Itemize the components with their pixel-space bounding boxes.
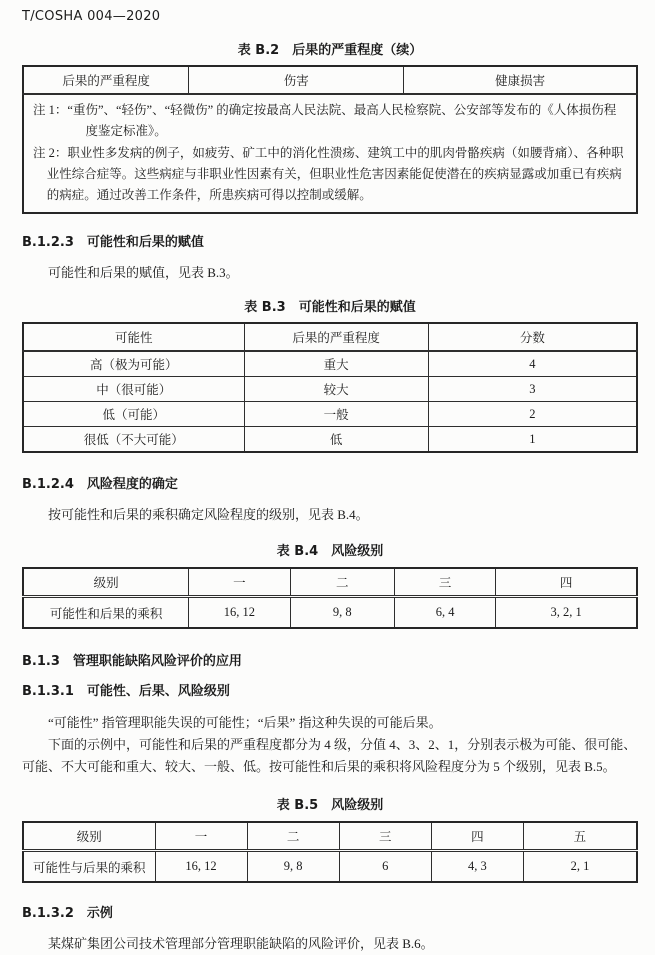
table-b3-cell: 4 (428, 351, 637, 377)
table-b5-title: 表 B.5 风险级别 (276, 798, 384, 813)
table-b3-header-severity: 后果的严重程度 (244, 323, 428, 351)
table-b4-header-2: 二 (290, 568, 394, 597)
paragraph-b123: 可能性和后果的赋值，见表 B.3。 (48, 265, 239, 280)
table-b3-header-likelihood: 可能性 (23, 323, 244, 351)
table-b3-cell: 很低（不大可能） (23, 427, 244, 453)
table-b5-value: 4, 3 (431, 851, 523, 883)
table-b2-header-row (23, 66, 637, 94)
table-b2-note-1 (33, 100, 627, 142)
heading-b131: B.1.3.1 可能性、后果、风险级别 (22, 684, 230, 699)
table-b4-title: 表 B.4 风险级别 (276, 544, 384, 559)
table-b3-header-score: 分数 (428, 323, 637, 351)
paragraph-b132: 某煤矿集团公司技术管理部分管理职能缺陷的风险评价，见表 B.6。 (48, 936, 434, 951)
table-b3 (22, 322, 638, 453)
table-b3-cell: 3 (428, 377, 637, 402)
table-b5 (22, 821, 638, 883)
paragraph-b124: 按可能性和后果的乘积确定风险程度的级别，见表 B.4。 (48, 507, 369, 522)
table-b4-value: 6, 4 (394, 597, 495, 629)
table-b4-value: 3, 2, 1 (496, 597, 637, 629)
table-b3-cell: 中（很可能） (23, 377, 244, 402)
table-b5-value: 16, 12 (155, 851, 247, 883)
heading-b132: B.1.3.2 示例 (22, 906, 113, 921)
table-b5-header-2: 二 (247, 822, 339, 851)
table-b2-notes-row (23, 94, 637, 213)
document-code: T/COSHA 004—2020 (22, 9, 161, 24)
table-b5-header-level: 级别 (23, 822, 155, 851)
heading-b124: B.1.2.4 风险程度的确定 (22, 477, 178, 492)
table-b4-header-3: 三 (394, 568, 495, 597)
note-2-text: 职业性多发病的例子，如疲劳、矿工中的消化性溃疡、建筑工中的肌肉骨骼疾病（如腰背痛）、各种职业性综合症等。这些病症与非职业性因素有关，但职业性危害因素能促使潜在的疾病显露或加重已有疾病的病症。通过改善工作条件，所患疾病可得以控制或缓解。 (46, 146, 624, 202)
table-b4-header-row (23, 568, 637, 597)
table-row (23, 351, 637, 377)
table-b2-notes-cell (23, 94, 637, 213)
table-b2-header-injury: 伤害 (189, 66, 404, 94)
table-b2-note-2 (33, 143, 627, 206)
table-b4-value: 16, 12 (189, 597, 290, 629)
table-row (23, 851, 637, 883)
table-b5-header-5: 五 (523, 822, 637, 851)
table-b3-cell: 低（可能） (23, 402, 244, 427)
table-b4-value: 9, 8 (290, 597, 394, 629)
table-b5-value: 2, 1 (523, 851, 637, 883)
table-b3-header-row (23, 323, 637, 351)
table-b3-cell: 重大 (244, 351, 428, 377)
table-row (23, 597, 637, 629)
table-b3-cell: 一般 (244, 402, 428, 427)
paragraph-b131-2: 下面的示例中，可能性和后果的严重程度都分为 4 级，分值 4、3、2、1，分别表示极为可能、很可能、可能、不大可能和重大、较大、一般、低。按可能性和后果的乘积将风险程度分为 5 个级别，见表 B.5。 (22, 737, 637, 774)
paragraph-b131-1: “可能性” 指管理职能失误的可能性；“后果” 指这种失误的可能后果。 (48, 715, 442, 730)
heading-b13: B.1.3 管理职能缺陷风险评价的应用 (22, 654, 242, 669)
table-b2-title: 表 B.2 后果的严重程度（续） (237, 43, 423, 58)
table-b3-cell: 2 (428, 402, 637, 427)
table-b5-row-label: 可能性与后果的乘积 (23, 851, 155, 883)
table-row (23, 377, 637, 402)
table-b3-cell: 低 (244, 427, 428, 453)
table-b5-header-1: 一 (155, 822, 247, 851)
table-b5-header-4: 四 (431, 822, 523, 851)
table-b5-value: 9, 8 (247, 851, 339, 883)
table-b4-row-label: 可能性和后果的乘积 (23, 597, 189, 629)
table-b2-header-health: 健康损害 (404, 66, 637, 94)
table-b3-title: 表 B.3 可能性和后果的赋值 (244, 300, 416, 315)
table-row (23, 427, 637, 453)
table-b3-cell: 1 (428, 427, 637, 453)
table-b2 (22, 65, 638, 214)
note-1-text: “重伤”、“轻伤”、“轻微伤” 的确定按最高人民法院、最高人民检察院、公安部等发布的《人体损伤程度鉴定标准》。 (67, 103, 617, 138)
heading-b123: B.1.2.3 可能性和后果的赋值 (22, 235, 204, 250)
note-2-label: 注 2： (33, 146, 68, 160)
table-row (23, 402, 637, 427)
table-b5-header-row (23, 822, 637, 851)
table-b2-header-severity: 后果的严重程度 (23, 66, 189, 94)
table-b3-cell: 较大 (244, 377, 428, 402)
table-b5-value: 6 (339, 851, 431, 883)
note-1-label: 注 1： (33, 103, 68, 117)
table-b4-header-4: 四 (496, 568, 637, 597)
table-b3-cell: 高（极为可能） (23, 351, 244, 377)
table-b4-header-1: 一 (189, 568, 290, 597)
table-b4 (22, 567, 638, 629)
table-b4-header-level: 级别 (23, 568, 189, 597)
table-b5-header-3: 三 (339, 822, 431, 851)
